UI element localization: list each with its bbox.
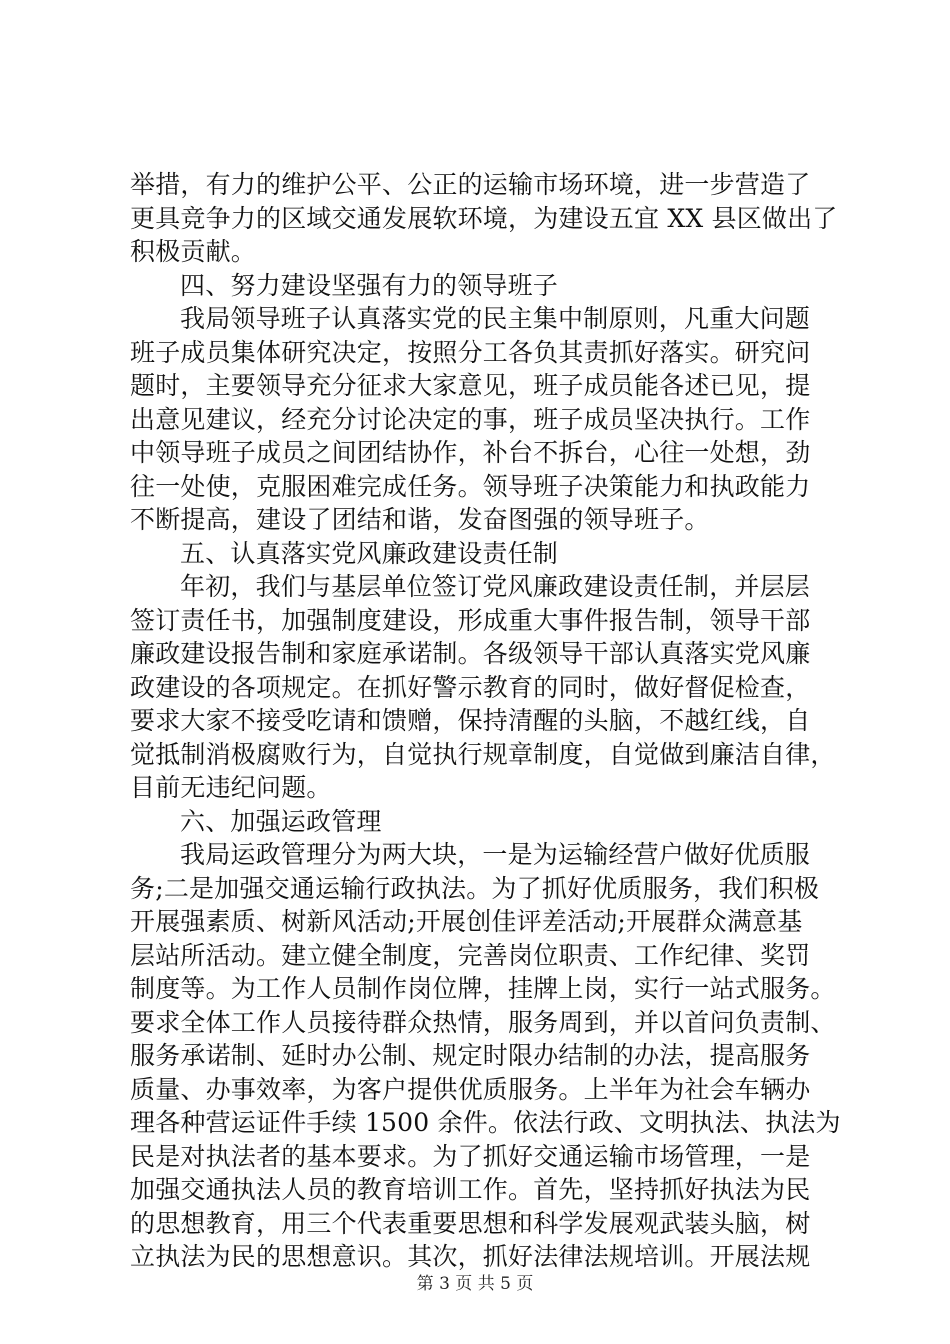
text-line: 我局领导班子认真落实党的民主集中制原则，凡重大问题 xyxy=(180,304,811,333)
text-line: 四、努力建设坚强有力的领导班子 xyxy=(180,270,559,300)
text-line: 制度等。为工作人员制作岗位牌，挂牌上岗，实行一站式服务。 xyxy=(130,974,836,1003)
text-line: 服务承诺制、延时办公制、规定时限办结制的办法，提高服务 xyxy=(130,1041,811,1070)
text-line: 更具竞争力的区域交通发展软环境，为建设五宜 XX 县区做出了 xyxy=(130,203,838,233)
text-line: 五、认真落实党风廉政建设责任制 xyxy=(180,538,559,568)
text-line: 六、加强运政管理 xyxy=(180,806,382,836)
text-line: 理各种营运证件手续 1500 余件。依法行政、文明执法、执法为 xyxy=(130,1108,841,1137)
text-line: 开展强素质、树新风活动;开展创佳评差活动;开展群众满意基 xyxy=(130,907,803,936)
document-body xyxy=(130,168,841,1274)
text-line: 我局运政管理分为两大块，一是为运输经营户做好优质服 xyxy=(180,840,811,869)
text-line: 务;二是加强交通运输行政执法。为了抓好优质服务，我们积极 xyxy=(130,873,820,903)
text-line: 往一处使，克服困难完成任务。领导班子决策能力和执政能力 xyxy=(130,471,811,501)
text-line: 层站所活动。建立健全制度，完善岗位职责、工作纪律、奖罚 xyxy=(130,940,811,970)
text-line: 题时，主要领导充分征求大家意见，班子成员能各述已见，提 xyxy=(130,371,811,400)
text-line: 签订责任书，加强制度建设，形成重大事件报告制，领导干部 xyxy=(130,605,811,635)
text-line: 觉抵制消极腐败行为，自觉执行规章制度，自觉做到廉洁自律， xyxy=(130,739,836,769)
text-line: 目前无违纪问题。 xyxy=(130,773,332,802)
text-line: 积极贡献。 xyxy=(130,237,257,266)
text-line: 加强交通执法人员的教育培训工作。首先，坚持抓好执法为民 xyxy=(130,1175,811,1204)
text-line: 质量、办事效率，为客户提供优质服务。上半年为社会车辆办 xyxy=(130,1074,811,1104)
text-line: 要求大家不接受吃请和馈赠，保持清醒的头脑，不越红线，自 xyxy=(130,706,811,735)
text-line: 政建设的各项规定。在抓好警示教育的同时，做好督促检查， xyxy=(130,672,811,702)
text-line: 廉政建设报告制和家庭承诺制。各级领导干部认真落实党风廉 xyxy=(130,639,811,668)
text-line: 年初，我们与基层单位签订党风廉政建设责任制，并层层 xyxy=(180,572,811,601)
text-line: 举措，有力的维护公平、公正的运输市场环境，进一步营造了 xyxy=(130,170,811,199)
text-line: 立执法为民的思想意识。其次，抓好法律法规培训。开展法规 xyxy=(130,1242,811,1271)
text-line: 不断提高，建设了团结和谐，发奋图强的领导班子。 xyxy=(130,505,710,534)
page-number-footer: 第 3 页 共 5 页 xyxy=(416,1274,534,1294)
text-line: 民是对执法者的基本要求。为了抓好交通运输市场管理，一是 xyxy=(130,1141,811,1171)
text-line: 出意见建议，经充分讨论决定的事，班子成员坚决执行。工作 xyxy=(130,404,811,434)
text-line: 的思想教育，用三个代表重要思想和科学发展观武装头脑，树 xyxy=(130,1208,811,1238)
text-line: 中领导班子成员之间团结协作，补台不拆台，心往一处想，劲 xyxy=(130,438,811,467)
text-line: 要求全体工作人员接待群众热情，服务周到，并以首问负责制、 xyxy=(130,1007,836,1037)
text-line: 班子成员集体研究决定，按照分工各负其责抓好落实。研究问 xyxy=(130,337,811,367)
